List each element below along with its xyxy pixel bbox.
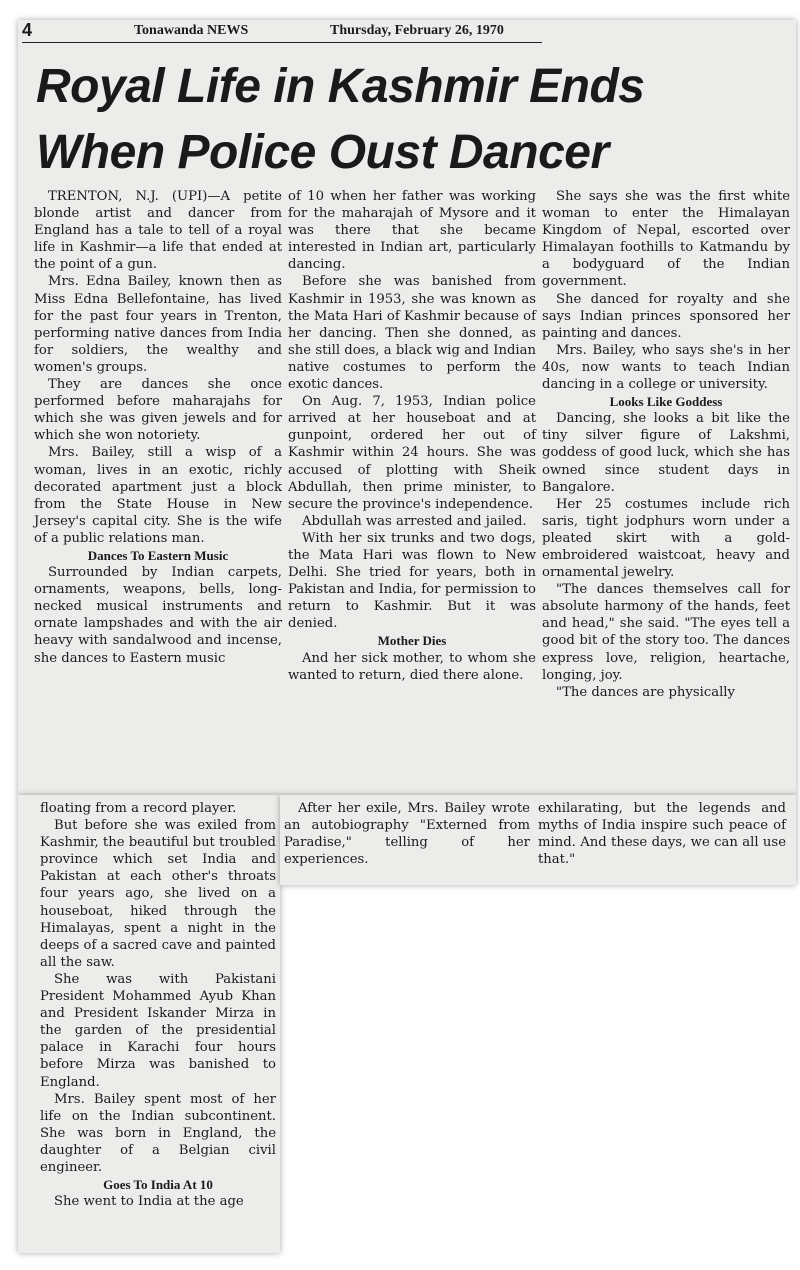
- paragraph: Mrs. Bailey, still a wisp of a woman, lives in an exotic, richly decorated apartment just a block from the State House in New Jersey's capital city. She is the wife of a public relations man.: [34, 445, 282, 546]
- paragraph: After her exile, Mrs. Bailey wrote an autobiography "Externed from Paradise," telling of her experiences.: [284, 801, 530, 868]
- page-number: 4: [22, 20, 33, 40]
- subheading: Dances To Eastern Music: [87, 547, 229, 563]
- paragraph: She was with Pakistani President Mohammed Ayub Khan and President Iskander Mirza in the garden of the presidential palace in Karachi four hours before Mirza was banished to England.: [40, 971, 276, 1090]
- column-4: [40, 800, 276, 1210]
- paragraph: But before she was exiled from Kashmir, the beautiful but troubled province which set India and Pakistan at each other's throats four years ago, she lived on a houseboat, hiked through the Himalayas, spent a night in the deeps of a sacred cave and painted all the saw.: [40, 818, 276, 970]
- paragraph: TRENTON, N.J. (UPI)—A petite blonde artist and dancer from England has a tale to tell of a royal life in Kashmir—a life that ended at the point of a gun.: [34, 189, 282, 273]
- column-3: [542, 188, 790, 701]
- paragraph: On Aug. 7, 1953, Indian police arrived at her houseboat and at gunpoint, ordered her out of Kashmir within 24 hours. She was accused of plotting with Sheik Abdullah, then prime minister, to secure the province's independence.: [288, 394, 536, 512]
- subheading: Looks Like Goddess: [609, 394, 723, 410]
- paragraph: Surrounded by Indian carpets, ornaments, weapons, bells, long-necked musical instruments and ornate lampshades and with the air heavy with sandalwood and incense, she dances to Eastern music: [34, 565, 282, 666]
- column-1: [34, 188, 282, 667]
- article-clipping-continuation-right: [280, 795, 796, 885]
- paragraph: Her 25 costumes include rich saris, tight jodphurs worn under a pleated skirt with a gold-embroidered waistcoat, heavy and ornamental jewelry.: [542, 496, 790, 581]
- paragraph: Abdullah was arrested and jailed.: [302, 513, 527, 529]
- article-clipping-top: [18, 20, 796, 795]
- subheading: Mother Dies: [377, 633, 447, 649]
- paragraph: Mrs. Bailey spent most of her life on the Indian subcontinent. She was born in England, the daughter of a Belgian civil engineer.: [40, 1091, 276, 1175]
- paragraph: "The dances themselves call for absolute harmony of the hands, feet and head," she said. "The eyes tell a good bit of the story too. The dances express love, religion, heartache, longing, joy.: [542, 582, 790, 683]
- paragraph: of 10 when her father was working for the maharajah of Mysore and it was there that she became interested in Indian art, particularly dancing.: [288, 189, 536, 273]
- paragraph: She says she was the first white woman to enter the Himalayan Kingdom of Nepal, escorted over Himalayan foothills to Katmandu by a bodyguard of the Indian government.: [542, 189, 790, 290]
- paragraph: Mrs. Edna Bailey, known then as Miss Edna Bellefontaine, has lived for the past four years in Trenton, performing native dances from India for soldiers, the wealthy and women's groups.: [34, 274, 282, 375]
- issue-date: Thursday, February 26, 1970: [330, 23, 504, 38]
- paragraph: Mrs. Bailey, who says she's in her 40s, now wants to teach Indian dancing in a college or university.: [542, 342, 790, 393]
- article-clipping-continuation-left: [18, 795, 280, 1253]
- column-5: [284, 800, 530, 868]
- subheading: Goes To India At 10: [103, 1177, 213, 1193]
- headline-line-2: When Police Oust Dancer: [36, 126, 609, 179]
- headline: [36, 54, 796, 186]
- paragraph: exhilarating, but the legends and myths of India inspire such peace of mind. And these days, we can all use that.": [538, 801, 786, 868]
- paragraph: She went to India at the age: [54, 1194, 244, 1210]
- masthead: [22, 22, 542, 43]
- column-2: [288, 188, 536, 684]
- paragraph: Dancing, she looks a bit like the tiny silver figure of Lakshmi, goddess of good luck, which she has owned since student days in Bangalore.: [542, 411, 790, 495]
- paragraph: With her six trunks and two dogs, the Mata Hari was flown to New Delhi. She tried for years, both in Pakistan and India, for permission to return to Kashmir. But it was denied.: [288, 530, 536, 632]
- paragraph: floating from a record player.: [40, 801, 237, 816]
- paragraph: They are dances she once performed before maharajahs for which she was given jewels and for which she won notoriety.: [34, 377, 282, 444]
- paragraph: She danced for royalty and she says Indian princes sponsored her painting and dances.: [542, 291, 790, 341]
- paragraph: Before she was banished from Kashmir in 1953, she was known as the Mata Hari of Kashmir because of her dancing. Then she donned, as she still does, a black wig and Indian native costumes to perform the exotic dances.: [288, 274, 536, 393]
- headline-line-1: Royal Life in Kashmir Ends: [36, 60, 645, 113]
- paragraph: And her sick mother, to whom she wanted to return, died there alone.: [288, 650, 536, 683]
- newspaper-name: Tonawanda NEWS: [134, 23, 249, 38]
- paragraph: "The dances are physically: [556, 684, 735, 700]
- column-6: [538, 800, 786, 868]
